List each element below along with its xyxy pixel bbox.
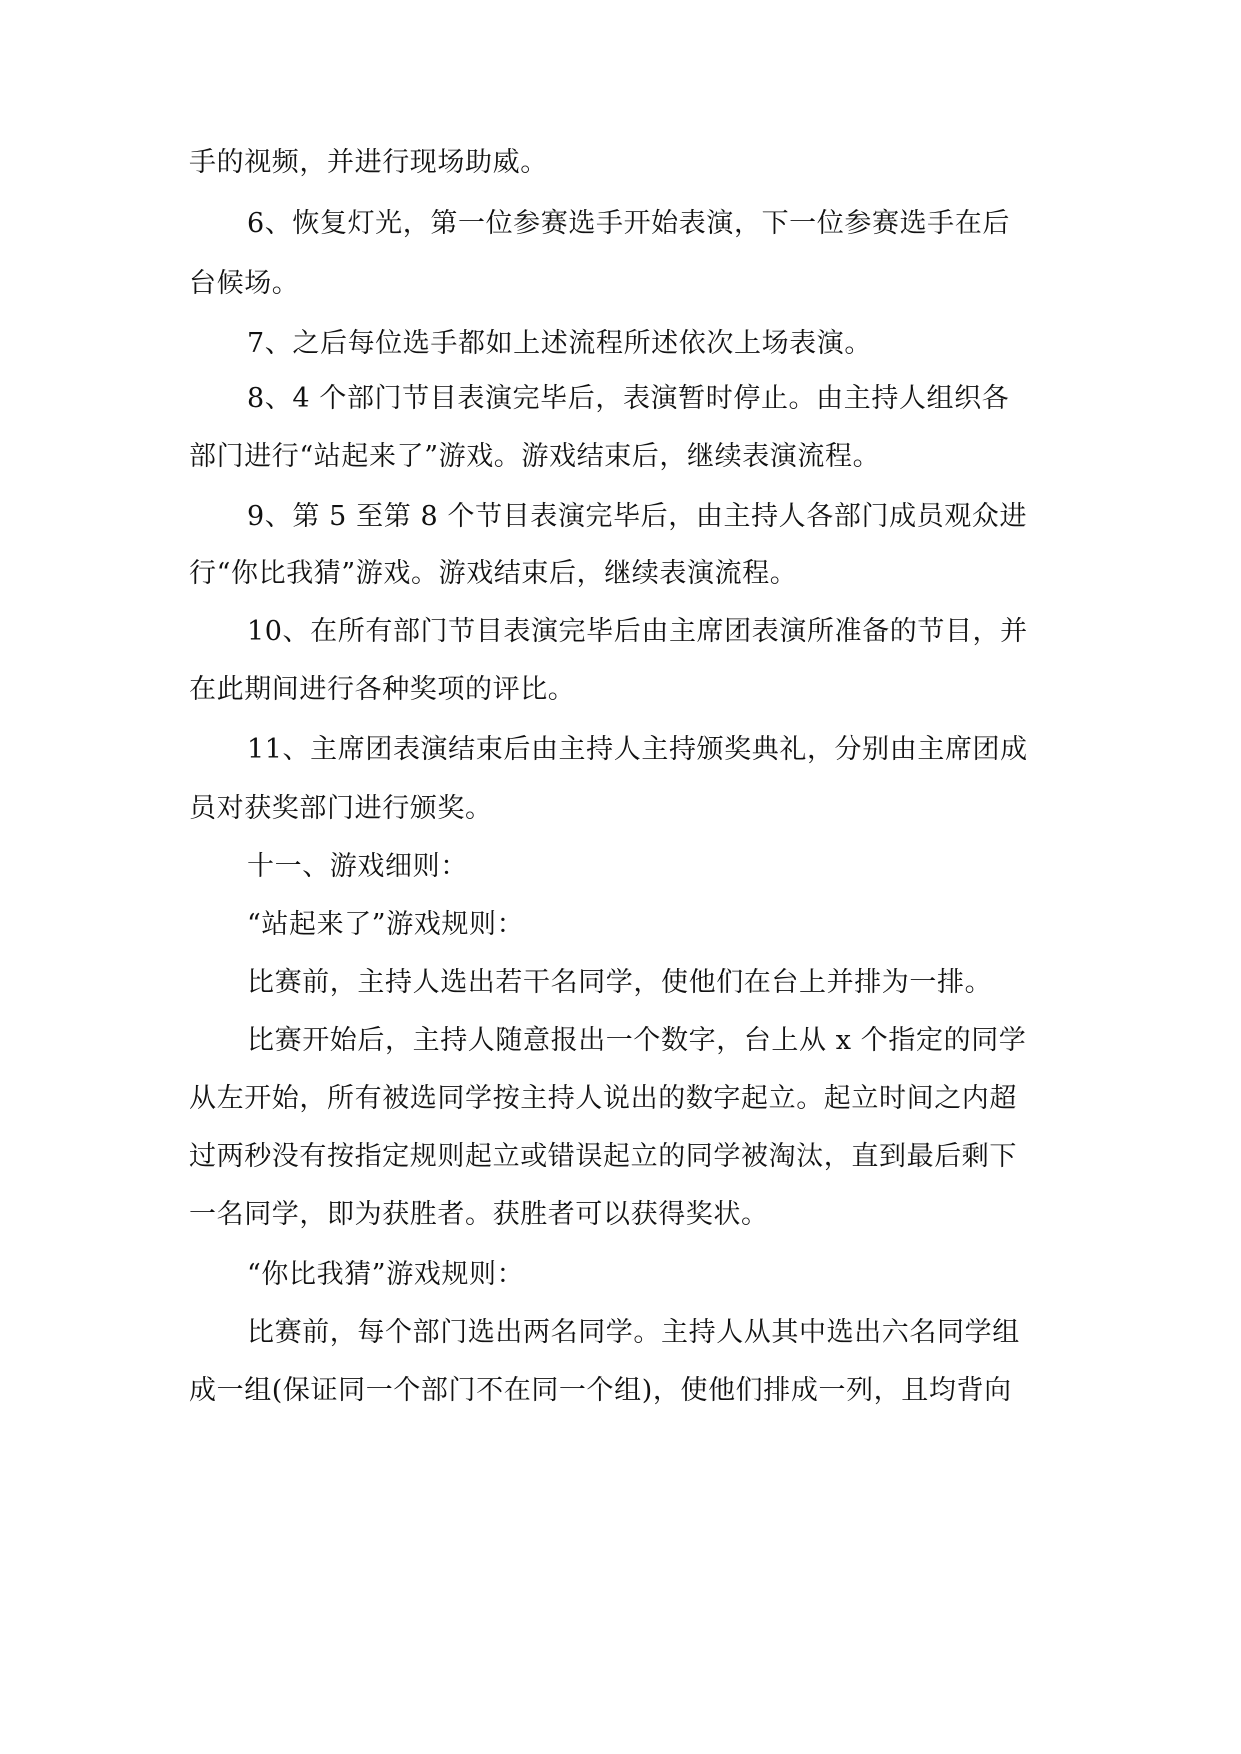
text-line: 8、4 个部门节目表演完毕后，表演暂时停止。由主持人组织各 [247, 383, 1010, 414]
text-line: 9、第 5 至第 8 个节目表演完毕后，由主持人各部门成员观众进 [247, 501, 1028, 532]
text-line: 比赛前，主持人选出若干名同学，使他们在台上并排为一排。 [247, 967, 993, 998]
text-line: 11、主席团表演结束后由主持人主持颁奖典礼，分别由主席团成 [247, 734, 1028, 765]
text-line: 成一组(保证同一个部门不在同一个组)，使他们排成一列，且均背向 [189, 1375, 1012, 1406]
text-line: 行“你比我猜”游戏。游戏结束后，继续表演流程。 [189, 558, 798, 589]
text-line: 6、恢复灯光，第一位参赛选手开始表演，下一位参赛选手在后 [247, 208, 1010, 239]
text-line: 在此期间进行各种奖项的评比。 [189, 674, 576, 705]
rule-heading: “你比我猜”游戏规则： [247, 1259, 525, 1290]
text-line: 员对获奖部门进行颁奖。 [189, 793, 493, 824]
text-line: 过两秒没有按指定规则起立或错误起立的同学被淘汰，直到最后剩下 [189, 1141, 1017, 1172]
text-line: 从左开始，所有被选同学按主持人说出的数字起立。起立时间之内超 [189, 1083, 1017, 1114]
text-line: 7、之后每位选手都如上述流程所述依次上场表演。 [247, 328, 872, 359]
text-line: 手的视频，并进行现场助威。 [189, 147, 548, 178]
text-line: 比赛前，每个部门选出两名同学。主持人从其中选出六名同学组 [247, 1317, 1020, 1348]
section-heading: 十一、游戏细则： [247, 851, 468, 882]
text-line: 台候场。 [189, 268, 300, 299]
rule-heading: “站起来了”游戏规则： [247, 909, 525, 940]
text-line: 比赛开始后，主持人随意报出一个数字，台上从 x 个指定的同学 [247, 1025, 1027, 1056]
text-line: 一名同学，即为获胜者。获胜者可以获得奖状。 [189, 1199, 769, 1230]
text-line: 10、在所有部门节目表演完毕后由主席团表演所准备的节目，并 [247, 616, 1028, 647]
text-line: 部门进行“站起来了”游戏。游戏结束后，继续表演流程。 [189, 441, 881, 472]
